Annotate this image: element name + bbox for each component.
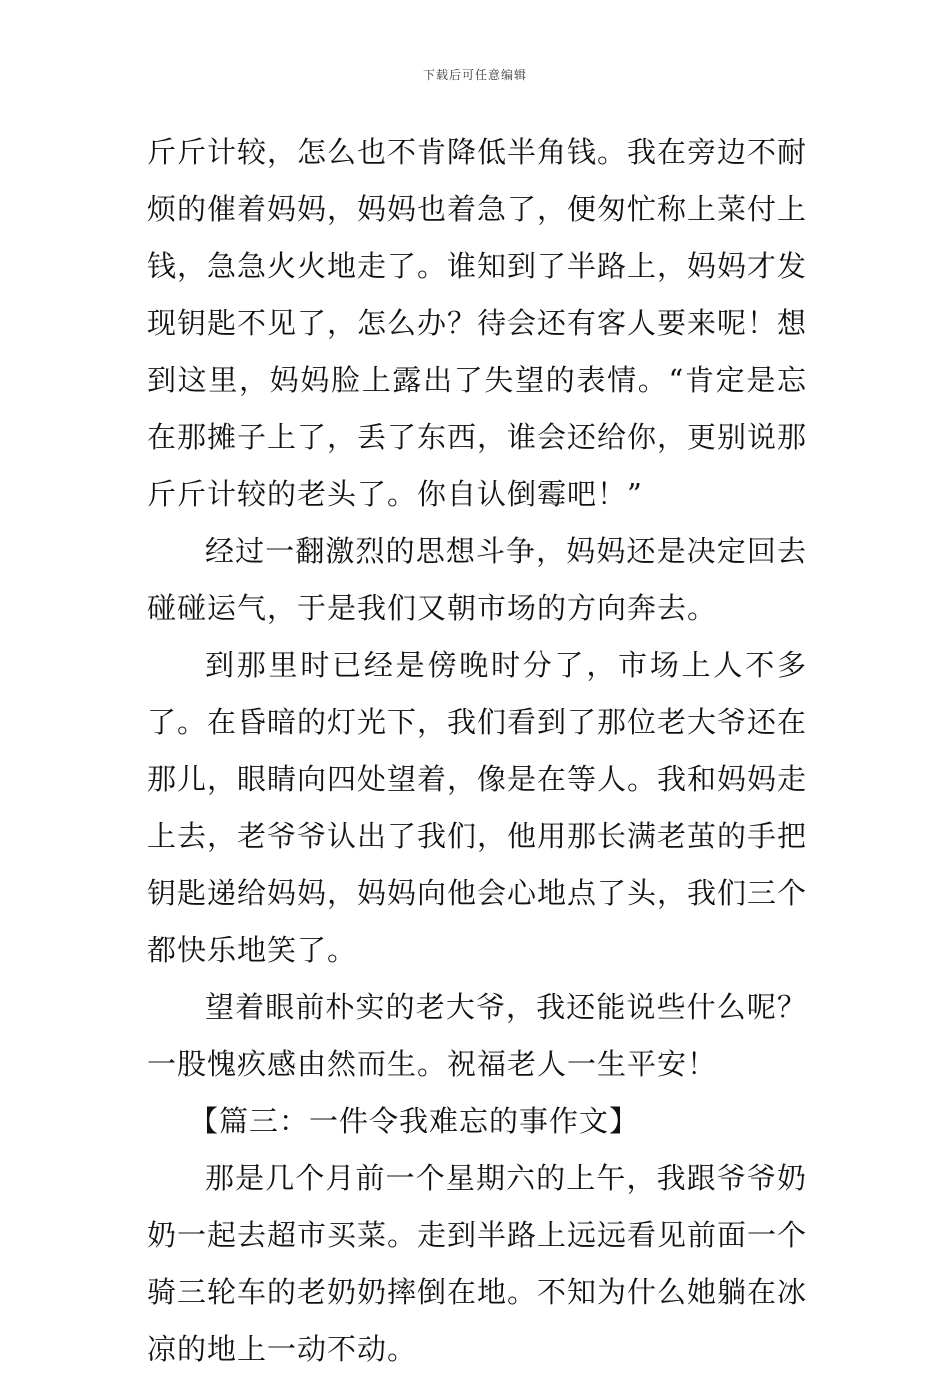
section-heading: 【篇三：一件令我难忘的事作文】 xyxy=(189,1104,640,1138)
paragraph-1: 斤斤计较，怎么也不肯降低半角钱。我在旁边不耐烦的催着妈妈，妈妈也着急了，便匆忙称上菜付上钱，急急火火地走了。谁知到了半路上，妈妈才发现钥匙不见了，怎么办？待会还有客人要来呢！想到这里，妈妈脸上露出了失望的表情。“肯定是忘在那摊子上了，丢了东西，谁会还给你，更别说那斤斤计较的老头了。你自认倒霉吧！” xyxy=(147,135,808,511)
paragraph-5: 那是几个月前一个星期六的上午，我跟爷爷奶奶一起去超市买菜。走到半路上远远看见前面一个骑三轮车的老奶奶摔倒在地。不知为什么她躺在冰凉的地上一动不动。 xyxy=(147,1161,808,1366)
paragraph-3: 到那里时已经是傍晚时分了，市场上人不多了。在昏暗的灯光下，我们看到了那位老大爷还在那儿，眼睛向四处望着，像是在等人。我和妈妈走上去，老爷爷认出了我们，他用那长满老茧的手把钥匙递给妈妈，妈妈向他会心地点了头，我们三个都快乐地笑了。 xyxy=(147,648,808,967)
paragraph-2: 经过一翻激烈的思想斗争，妈妈还是决定回去碰碰运气，于是我们又朝市场的方向奔去。 xyxy=(147,534,807,625)
page-header: 下载后可任意编辑 xyxy=(422,68,527,82)
document-body xyxy=(147,124,807,1378)
paragraph-4: 望着眼前朴实的老大爷，我还能说些什么呢？一股愧疚感由然而生。祝福老人一生平安！ xyxy=(147,990,807,1081)
